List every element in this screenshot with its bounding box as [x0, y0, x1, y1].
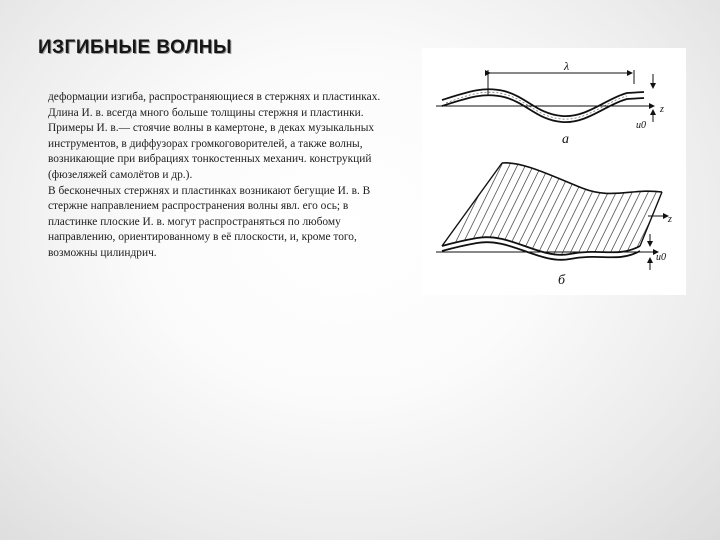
part-a-label: а — [562, 132, 569, 147]
u0-label-bottom: u0 — [656, 252, 666, 263]
plate-hatching — [438, 148, 686, 278]
rod-lower-edge — [442, 95, 644, 122]
flexural-wave-diagram — [422, 48, 686, 295]
lambda-label: λ — [564, 59, 570, 73]
body-text — [48, 90, 393, 262]
paragraph-definition: деформации изгиба, распространяющиеся в стержнях и пластинках. Длина И. в. всегда много больше толщины стержня и пластинки. Примеры И. в.— стоячие волны в камертоне, в деках музыкальных инструментов, в диффузорах громкоговорителей, а также волны, возникающие при вибрациях тонкостенных механич. конструкций (фюзеляжей самолётов и др.). — [48, 91, 381, 181]
flexural-wave-figure — [422, 48, 686, 295]
slide-title: ИЗГИБНЫЕ ВОЛНЫ — [38, 37, 233, 58]
z-axis-label-top: z — [660, 104, 664, 115]
z-axis-label-bottom: z — [668, 214, 672, 225]
plate-back-edge — [502, 163, 662, 194]
part-b-label: б — [558, 273, 566, 288]
rod-diagram — [436, 59, 664, 147]
plate-diagram — [436, 148, 686, 288]
paragraph-traveling-waves: В бесконечных стержнях и пластинках возникают бегущие И. в. В стержне направлением распространения волны явл. его ось; в пластинке плоские И. в. могут распространяться по любому направлению, ориентированному в её плоскости, и, кроме того, возможны цилиндрич. — [48, 184, 371, 259]
plate-left-edge — [442, 163, 502, 246]
u0-label-top: u0 — [636, 120, 646, 131]
rod-upper-edge — [442, 89, 644, 116]
